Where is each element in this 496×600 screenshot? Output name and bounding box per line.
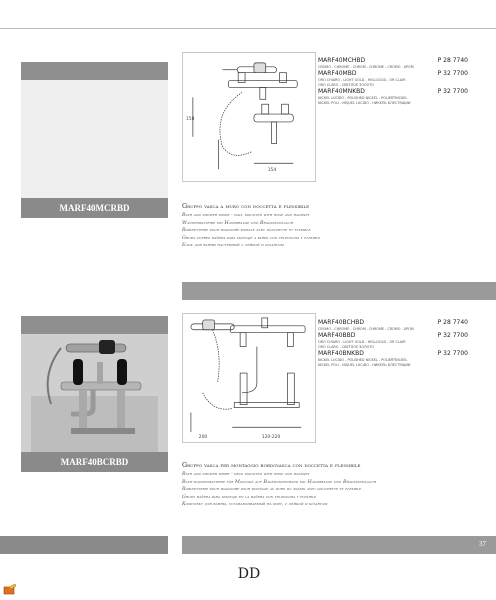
finish-item (318, 332, 468, 350)
finishes-list (318, 319, 468, 368)
section-header-bar (21, 316, 168, 334)
finish-desc: NICKEL LUCIDO - POLISHED NICKEL - POLIERTNICKEL (318, 96, 408, 100)
finish-price: P 32 7700 (437, 88, 468, 95)
description-line: Robinetterie pour baignoire murale avec douchette et flexible (182, 228, 311, 233)
edit-icon[interactable] (3, 582, 17, 593)
finish-desc: NICKEL POLI - NÍQUEL LÚCIDO - НИКЕЛЬ БЛЕСТЯЩИЙ (318, 363, 411, 367)
finish-item (318, 88, 468, 106)
finish-desc: CROMO - CHROME - CHROM - CHROME - CROMO - ХРОМ (318, 65, 414, 69)
finish-price: P 32 7700 (437, 332, 468, 339)
finish-code: MARF40MCHBD (318, 57, 366, 64)
finish-item (318, 350, 468, 368)
description-line: Wannenbatterie mit Handbrause und Brauseschlauch (182, 220, 294, 226)
finish-desc: ORO CHIARO - LIGHT GOLD - HELLGOLD - OR CLAIR (318, 78, 406, 82)
dimension-label: 200 (198, 435, 208, 441)
footer-bar-right (182, 536, 496, 554)
description-line: Комплект для ванны, устанавливаемый на борт, с лейкой и шлангом (182, 502, 328, 507)
finish-item (318, 319, 468, 332)
brand-logo (231, 564, 267, 582)
product-photo (21, 334, 168, 452)
finishes-list (318, 57, 468, 106)
description-line: Grupo bañera para montaje en la bañera con teleducha y flexible (182, 494, 317, 500)
finish-price: P 28 7740 (437, 57, 468, 64)
finish-price: P 32 7700 (437, 350, 468, 357)
technical-drawing (182, 313, 316, 443)
page-number: 37 (479, 540, 486, 548)
description-line: Robinetterie pour baignoire pour montage au bord du bassin avec douchette et flexible (182, 487, 362, 492)
description-line: Bath and shower mixer - wall mounted with hose and handset (182, 213, 310, 218)
footer-bar-left (0, 536, 168, 554)
finish-price: P 32 7700 (437, 70, 468, 77)
product-code-label: MARF40MCRBD (21, 198, 168, 218)
product-description (182, 201, 472, 250)
description-line: Grupo cuerpo bañera para montaje a pared con teleducha y flexible (182, 235, 321, 241)
dimension-label: 158 (185, 116, 195, 122)
description-line: Блок для ванны настенный с лейкой и шлангом (182, 243, 284, 248)
section-divider-bar (182, 282, 496, 300)
finish-code: MARF40BBD (318, 332, 356, 339)
description-title: Gruppo vasca per montaggio bordovasca con doccetta e flessibile (182, 461, 361, 469)
finish-desc: ORO CLARO - СВЕТЛОЕ ЗОЛОТО (318, 83, 374, 87)
description-line: Bath and shower mixer - deck mounted with hose and handset (182, 472, 310, 477)
section-header-bar (21, 62, 168, 80)
description-title: Gruppo vasca a muro con doccetta e flessibile (182, 202, 310, 210)
finish-code: MARF40BCHBD (318, 319, 364, 326)
finish-code: MARF40MBD (318, 70, 357, 77)
product-code-label: MARF40BCRBD (21, 452, 168, 472)
finish-desc: ORO CHIARO - LIGHT GOLD - HELLGOLD - OR CLAIR (318, 340, 406, 344)
finish-item (318, 57, 468, 70)
top-rule (0, 28, 496, 29)
finish-code: MARF40MNKBD (318, 88, 365, 95)
finish-desc: NICKEL LUCIDO - POLISHED NICKEL - POLIERTNICKEL (318, 358, 408, 362)
finish-price: P 28 7740 (437, 319, 468, 326)
technical-drawing (182, 52, 316, 182)
product-description (182, 460, 472, 509)
dimension-label: 154 (267, 168, 277, 174)
logo-text: DD (237, 566, 261, 582)
finish-desc: ORO CLARO - СВЕТЛОЕ ЗОЛОТО (318, 345, 374, 349)
finish-code: MARF40BNKBD (318, 350, 364, 357)
product-image-placeholder (21, 62, 168, 218)
description-line: Bath-wannenbatterie für Montage auf Badewannenrand mit Handbrause und Brauseschlauch (182, 479, 377, 485)
finish-desc: NICKEL POLI - NÍQUEL LÚCIDO - НИКЕЛЬ БЛЕСТЯЩИЙ (318, 101, 411, 105)
finish-desc: CROMO - CHROME - CHROM - CHROME - CROMO - ХРОМ (318, 327, 414, 331)
finish-item (318, 70, 468, 88)
dimension-label: 120-220 (261, 435, 281, 441)
